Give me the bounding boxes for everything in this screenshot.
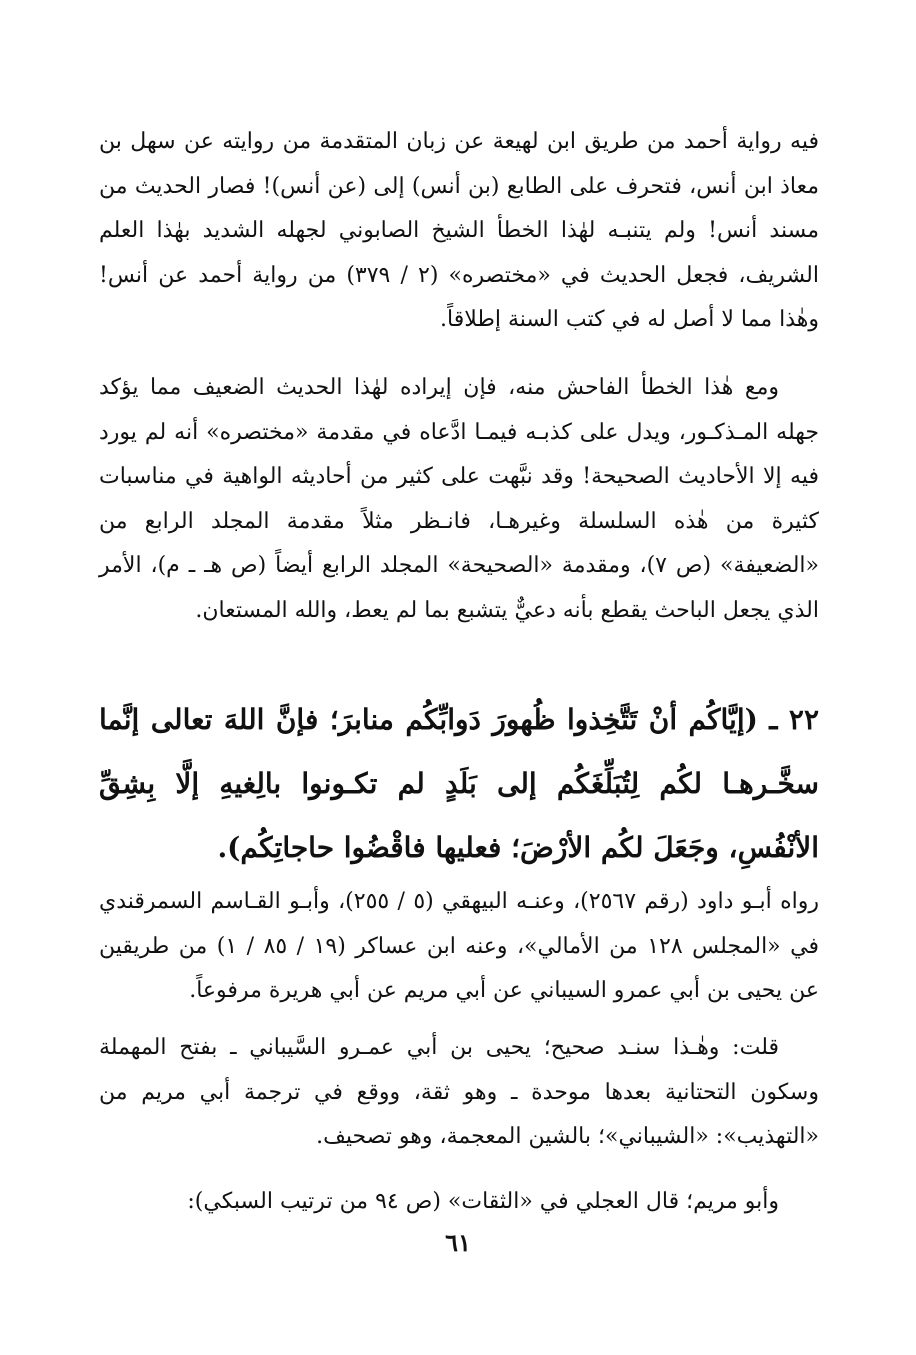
paragraph-commentary-2: ومع هٰذا الخطأ الفاحش منه، فإن إيراده لهٰذا الحديث الضعيف مما يؤكد جهله المـذكـور، ويدل على كذبـه فيمـا ادَّعاه في مقدمة «مختصره» أنه لم يورد فيه إلا الأحاديث الصحيحة! وقد نبَّهت على كثير من أحاديثه الواهية في مناسبات كثيرة من هٰذه السلسلة وغيرهـا، فانـظر مثلاً مقدمة المجلد الرابع من «الضعيفة» (ص ٧)، ومقدمة «الصحيحة» المجلد الرابع أيضاً (ص هـ ـ م)، الأمر الذي يجعل الباحث يقطع بأنه دعيٌّ يتشبع بما لم يعط، والله المستعان. xyxy=(99,375,819,623)
paragraph-assessment: قلت: وهٰـذا سنـد صحيح؛ يحيى بن أبي عمـرو السَّيباني ـ بفتح المهملة وسكون التحتانية بعدها موحدة ـ وهو ثقة، ووقع في ترجمة أبي مريم من «التهذيب»: «الشيباني»؛ بالشين المعجمة، وهو تصحيف. xyxy=(99,1035,819,1150)
paragraph-commentary-1: فيه رواية أحمد من طريق ابن لهيعة عن زبان المتقدمة من روايته عن سهل بن معاذ ابن أنس، فتحرف على الطابع (بن أنس) إلى (عن أنس)! فصار الحديث من مسند أنس! ولم يتنبـه لهٰذا الخطأ الشيخ الصابوني لجهله الشديد بهٰذا العلم الشريف، فجعل الحديث في «مختصره» (٢ / ٣٧٩) من رواية أحمد عن أنس! وهٰذا مما لا أصل له في كتب السنة إطلاقاً. xyxy=(99,129,819,333)
paragraph-narration: رواه أبـو داود (رقم ٢٥٦٧)، وعنـه البيهقي (٥ / ٢٥٥)، وأبـو القـاسم السمرقندي في «المجلس ١٢٨ من الأمالي»، وعنه ابن عساكر (١٩ / ٨٥ / ١) من طريقين عن يحيى بن أبي عمرو السيباني عن أبي مريم عن أبي هريرة مرفوعاً. xyxy=(99,889,819,1004)
hadith-text: ٢٢ ـ (إيَّاكُم أنْ تَتَّخِذوا ظُهورَ دَوابِّكُم منابرَ؛ فإنَّ اللهَ تعالى إنَّما سخَّـرهـا لكُم لِتُبَلِّغَكُم إلى بَلَدٍ لم تكـونوا بالِغيهِ إلَّا بِشِقِّ الأنْفُسِ، وجَعَلَ لكُم الأرْضَ؛ فعليها فاقْضُوا حاجاتِكُم). xyxy=(99,703,819,864)
paragraph-note: وأبو مريم؛ قال العجلي في «الثقات» (ص ٩٤ من ترتيب السبكي): xyxy=(187,1189,779,1214)
page-number: ٦١ xyxy=(445,1228,471,1257)
